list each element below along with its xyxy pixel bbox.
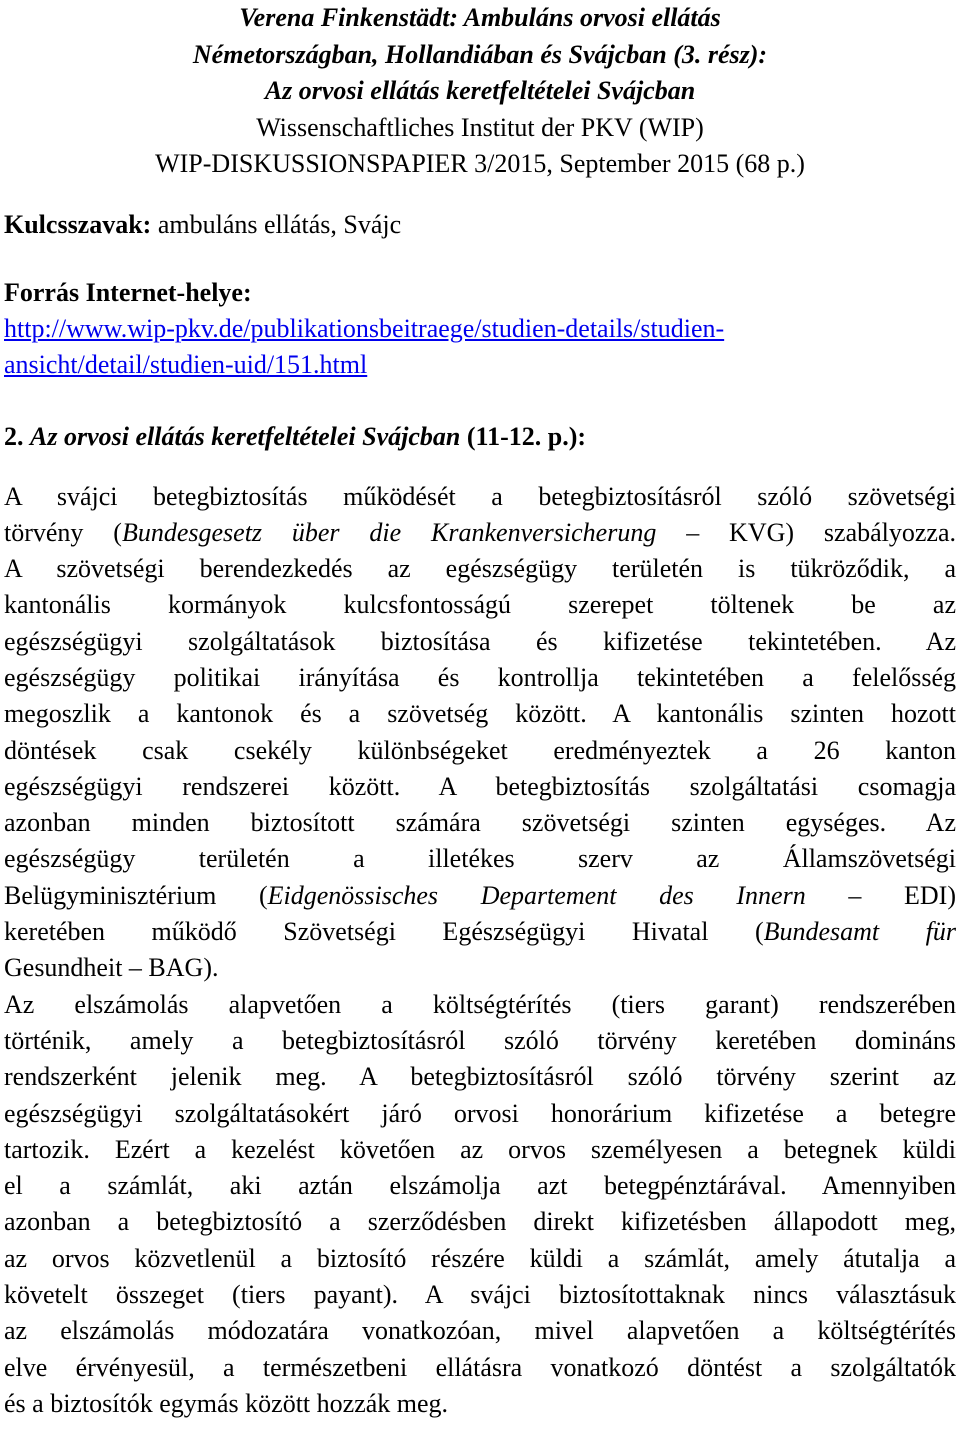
text-span: Belügyminisztérium ( (4, 880, 268, 910)
section-number: 2. (4, 421, 30, 451)
source-link-line-2: ansicht/detail/studien-uid/151.html (4, 349, 368, 379)
text-line: egészségügyi szolgáltatásokért járó orvosi honorárium kifizetése a betegre (4, 1098, 956, 1128)
text-line (4, 878, 956, 914)
section-title: Az orvosi ellátás keretfeltételei Svájcban (30, 421, 461, 451)
ministry-name-german: Eidgenössisches Departement des Innern (267, 880, 806, 910)
source-label: Forrás Internet-helye: (4, 277, 252, 307)
publisher: Wissenschaftliches Institut der PKV (WIP) (256, 112, 704, 142)
text-line: el a számlát, aki aztán elszámolja azt betegpénztárával. Amennyiben (4, 1171, 956, 1201)
keywords-value: ambuláns ellátás, Svájc (151, 209, 402, 239)
text-line: az orvos közvetlenül a biztosító részére küldi a számlát, amely átutalja a (4, 1243, 956, 1273)
text-line: egészségügyi szolgáltatások biztosítása és kifizetése tekintetében. Az (4, 626, 956, 656)
paragraph-2 (4, 987, 956, 1423)
office-name-german: Bundesamt für (763, 917, 956, 947)
law-name-german: Bundesgesetz über die Krankenversicherung (121, 517, 657, 547)
publication-details: WIP-DISKUSSIONSPAPIER 3/2015, September 2015 (68 p.) (155, 149, 805, 178)
text-line: Az elszámolás alapvetően a költségtérítés (tiers garant) rendszerében (4, 989, 956, 1019)
body-text (4, 479, 956, 1423)
section-heading (4, 419, 956, 455)
text-line: egészségügy politikai irányítása és kontrollja tekintetében a felelősség (4, 662, 956, 692)
article-subtitle: Az orvosi ellátás keretfeltételei Svájcban (264, 76, 696, 105)
source-link-line-1: http://www.wip-pkv.de/publikationsbeitraege/studien-details/studien- (4, 313, 725, 343)
text-line: döntések csak csekély különbségeket eredményeztek a 26 kanton (4, 735, 956, 765)
keywords (4, 207, 956, 243)
text-line: egészségügy területén a illetékes szerv az Államszövetségi (4, 844, 956, 874)
text-line: rendszerként jelenik meg. A betegbiztosításról szóló törvény szerint az (4, 1062, 956, 1092)
text-line: történik, amely a betegbiztosításról szóló törvény keretében domináns (4, 1025, 956, 1055)
source-link[interactable] (4, 311, 956, 383)
article-title-countries: Németországban, Hollandiában és Svájcban (3. rész): (192, 39, 768, 69)
text-line: A szövetségi berendezkedés az egészségügy területén is tükröződik, a (4, 554, 956, 584)
text-line: kantonális kormányok kulcsfontosságú szerepet töltenek be az (4, 590, 956, 620)
article-author-title: Verena Finkenstädt: Ambuláns orvosi ellátás (239, 3, 721, 32)
text-line: megoszlik a kantonok és a szövetség között. A kantonális szinten hozott (4, 699, 956, 729)
text-span: – KVG) szabályozza. (656, 517, 956, 547)
document-page (4, 0, 956, 1422)
text-line (4, 515, 956, 551)
paragraph-1 (4, 479, 956, 987)
text-line: elve érvényesül, a természetbeni ellátásra vonatkozó döntést a szolgáltatók (4, 1352, 956, 1382)
document-header (4, 0, 956, 183)
text-line: egészségügyi rendszerei között. A betegbiztosítás szolgáltatási csomagja (4, 771, 956, 801)
text-line: azonban a betegbiztosító a szerződésben direkt kifizetésben állapodott meg, (4, 1207, 956, 1237)
text-line: követelt összeget (tiers payant). A svájci biztosítottaknak nincs választásuk (4, 1280, 956, 1310)
text-line: A svájci betegbiztosítás működését a betegbiztosításról szóló szövetségi (4, 481, 956, 511)
section-pages: (11-12. p.): (460, 421, 587, 451)
text-line: tartozik. Ezért a kezelést követően az orvos személyesen a betegnek küldi (4, 1134, 956, 1164)
text-line: az elszámolás módozatára vonatkozóan, mivel alapvetően a költségtérítés (4, 1316, 956, 1346)
text-line: és a biztosítók egymás között hozzák meg. (4, 1388, 449, 1418)
text-line (4, 914, 956, 950)
text-span: keretében működő Szövetségi Egészségügyi Hivatal ( (4, 917, 764, 947)
text-line: azonban minden biztosított számára szövetségi szinten egységes. Az (4, 808, 956, 838)
keywords-label: Kulcsszavak: (4, 209, 152, 239)
text-span: – EDI) (805, 880, 956, 910)
text-line: Gesundheit – BAG). (4, 953, 219, 983)
text-span: törvény ( (4, 517, 122, 547)
